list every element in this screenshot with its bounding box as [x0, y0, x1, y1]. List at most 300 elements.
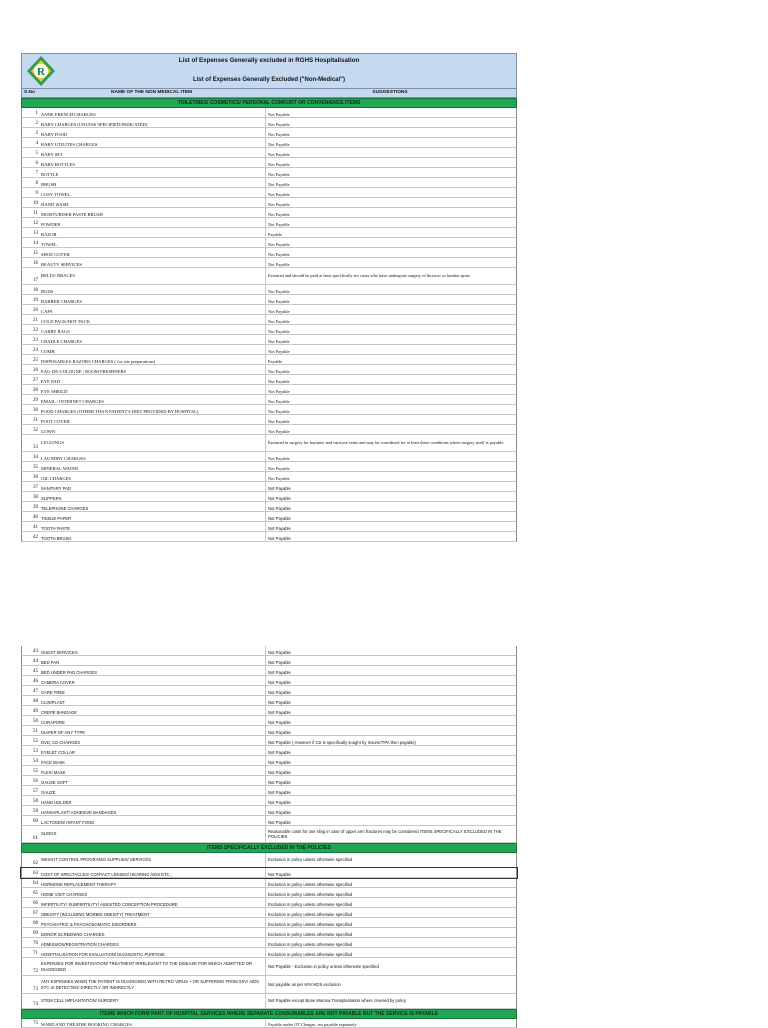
table-row — [21, 656, 517, 666]
table-row — [21, 345, 517, 355]
row-item: BABY FOOD — [40, 128, 266, 137]
row-item: CARRY BAGS — [40, 325, 266, 334]
row-suggestion: Not Payable — [268, 475, 290, 481]
table-row — [21, 938, 517, 948]
row-item: BARBER CHARGES — [40, 295, 266, 304]
row-item: BABY SET — [40, 148, 266, 157]
table-row — [21, 928, 517, 938]
table-row — [21, 415, 517, 425]
row-number: 15 — [33, 251, 38, 256]
row-suggestion: Not Payable — [268, 368, 290, 374]
row-item: EYELET COLLAR — [40, 746, 266, 755]
table-row — [21, 335, 517, 345]
row-number: 38 — [33, 495, 38, 500]
table-row — [21, 158, 517, 168]
row-number: 18 — [33, 288, 38, 293]
row-suggestion: Not Payable — [268, 709, 291, 715]
row-number: 50 — [33, 719, 38, 724]
row-item: BABY BOTTLES — [40, 158, 266, 167]
row-suggestion: Not Payable — [268, 505, 291, 511]
row-suggestion: Not Payable — [268, 151, 290, 157]
row-item: HORMONE REPLACEMENT THERAPY — [40, 878, 266, 887]
row-number: 58 — [33, 799, 38, 804]
title-banner — [21, 53, 517, 89]
row-suggestion: Not Payable — [268, 699, 291, 705]
row-suggestion: Not Payable — [268, 318, 290, 324]
row-number: 69 — [33, 931, 38, 936]
row-number: 63 — [33, 871, 38, 876]
row-suggestion: Not Payable — [268, 111, 290, 117]
row-suggestion: Not Payable — [268, 428, 290, 434]
table-row — [21, 118, 517, 128]
table-row — [21, 853, 517, 868]
row-suggestion: Payable — [268, 358, 282, 364]
row-item: TOWEL — [40, 238, 266, 247]
row-item: FLEXI MASK — [40, 766, 266, 775]
row-suggestion: Exclusion in policy unless otherwise specified — [268, 921, 353, 927]
row-suggestion: Not Payable — [268, 161, 290, 167]
row-suggestion: Not Payable — [268, 378, 290, 384]
table-row — [21, 462, 517, 472]
row-item: SLINGS — [40, 826, 266, 842]
row-suggestion: Not Payable — [268, 121, 290, 127]
table-row — [21, 472, 517, 482]
table-row — [21, 726, 517, 736]
row-number: 71 — [33, 951, 38, 956]
row-suggestion: Not Payable — [268, 191, 290, 197]
row-item: EAU-DE-COLOGNE / ROOM FRESHNERS — [40, 365, 266, 374]
row-suggestion: Not Payable — [268, 679, 291, 685]
table-row — [21, 766, 517, 776]
row-number: 43 — [33, 649, 38, 654]
row-suggestion: Exclusion in policy unless otherwise specified — [268, 891, 353, 897]
table-row — [21, 898, 517, 908]
row-item: COMB — [40, 345, 266, 354]
row-suggestion: Not Payable — [268, 689, 291, 695]
table-row — [21, 385, 517, 395]
row-number: 3 — [35, 131, 38, 136]
row-number: 60 — [33, 819, 38, 824]
row-number: 72 — [33, 969, 38, 974]
row-item: EYE PAD — [40, 375, 266, 384]
row-suggestion: Not Payable — [268, 141, 290, 147]
row-number: 31 — [33, 418, 38, 423]
row-number: 35 — [33, 465, 38, 470]
row-number: 33 — [33, 445, 38, 450]
row-number: 59 — [33, 809, 38, 814]
row-item: WARD AND THEATRE BOOKING CHARGES — [40, 1019, 266, 1027]
row-item: DIAPER OF ANY TYPE — [40, 726, 266, 735]
row-item: GOWN — [40, 425, 266, 434]
table-row — [21, 776, 517, 786]
row-item: BED PAN — [40, 656, 266, 665]
row-item: BOTTLE — [40, 168, 266, 177]
table-row — [21, 482, 517, 492]
table-row — [21, 425, 517, 435]
header-item: NAME OF THE NON MEDICAL ITEM — [111, 90, 192, 95]
table-row — [21, 868, 517, 878]
table-row — [21, 138, 517, 148]
row-number: 41 — [33, 525, 38, 530]
table-row — [21, 395, 517, 405]
row-item: LACTOGEN/ INFANT FOOD — [40, 816, 266, 825]
row-item: CARE FREE — [40, 686, 266, 695]
table-row — [21, 994, 517, 1009]
row-item: GAUSE SOFT — [40, 776, 266, 785]
table-row — [21, 188, 517, 198]
row-number: 48 — [33, 699, 38, 704]
table-row — [21, 756, 517, 766]
row-item: GAUZE — [40, 786, 266, 795]
table-row — [21, 405, 517, 415]
table-row — [21, 878, 517, 888]
row-item: SHOE COVER — [40, 248, 266, 257]
row-number: 11 — [33, 211, 38, 216]
row-suggestion: Not Payable — [268, 659, 291, 665]
row-number: 49 — [33, 709, 38, 714]
row-number: 53 — [33, 749, 38, 754]
row-number: 65 — [33, 891, 38, 896]
row-suggestion: Not Payable — [268, 308, 290, 314]
row-item: TOOTH BRUSH — [40, 532, 266, 541]
table-row — [21, 248, 517, 258]
table-body-2b — [21, 853, 517, 1009]
row-suggestion: Not Payable — [268, 649, 291, 655]
table-body-2a — [21, 646, 517, 843]
row-item: TELEPHONE CHARGES — [40, 502, 266, 511]
row-number: 8 — [35, 181, 38, 186]
row-number: 1 — [35, 111, 38, 116]
row-item: CREPE BANDAGE — [40, 706, 266, 715]
table-row — [21, 976, 517, 994]
row-item: CAMERA COVER — [40, 676, 266, 685]
row-number: 70 — [33, 941, 38, 946]
section-header-excluded: ITEMS SPECIFICALLY EXCLUDED IN THE POLICIES — [21, 843, 517, 853]
table-row — [21, 295, 517, 305]
row-suggestion: Not Payable — [268, 455, 290, 461]
row-item: BABY CHARGES (UNLESS SPECIFIED/INDICATED) — [40, 118, 266, 127]
row-number: 54 — [33, 759, 38, 764]
row-suggestion: Not Payable — [268, 669, 291, 675]
table-row — [21, 228, 517, 238]
row-suggestion: Not payable as per HIV/AIDS exclusion — [268, 981, 341, 987]
table-row — [21, 178, 517, 188]
row-suggestion: Exclusion in policy unless otherwise specified — [268, 901, 353, 907]
row-suggestion: Not Payable — [268, 181, 290, 187]
row-suggestion: Not Payable — [268, 221, 290, 227]
row-number: 26 — [33, 368, 38, 373]
row-number: 4 — [35, 141, 38, 146]
row-suggestion: Essential and should be paid at least specifically for cases who have undergone surgery of thoracic or lumbar spine. — [268, 273, 471, 279]
row-suggestion: Exclusion in policy unless otherwise specified — [268, 941, 353, 947]
row-suggestion: Not Payable — [268, 495, 291, 501]
table-row — [21, 325, 517, 335]
row-suggestion: Not Payable except Bone Marrow Transplantation where covered by policy — [268, 998, 407, 1004]
table-row — [21, 806, 517, 816]
table-row — [21, 435, 517, 452]
row-item: OIL CHARGES — [40, 472, 266, 481]
row-item: BABY UTILITES CHARGES — [40, 138, 266, 147]
row-number: 73 — [33, 987, 38, 992]
row-number: 20 — [33, 308, 38, 313]
table-row — [21, 666, 517, 676]
table-row — [21, 375, 517, 385]
row-item: HANSAPLAST/ ADHESIVE BANDAGES — [40, 806, 266, 815]
row-item: HAND WASH — [40, 198, 266, 207]
row-item: CRADLE CHARGES — [40, 335, 266, 344]
header-sno: S.No — [24, 90, 35, 95]
row-suggestion: Not Payable — [268, 418, 290, 424]
row-item: EXPENSES FOR INVESTIGATION/ TREATMENT IRRELEVANT TO THE DISEASE FOR WHICH ADMITTED OR DIAGNOSED — [40, 958, 266, 975]
table-row — [21, 948, 517, 958]
table-row — [21, 315, 517, 325]
row-suggestion: Not Payable — [268, 515, 291, 521]
row-item: BED UNDER PAD CHARGES — [40, 666, 266, 675]
table-row — [21, 108, 517, 118]
row-number: 22 — [33, 328, 38, 333]
row-number: 28 — [33, 388, 38, 393]
row-suggestion: Exclusion in policy unless otherwise specified — [268, 911, 353, 917]
table-row — [21, 716, 517, 726]
row-number: 45 — [33, 669, 38, 674]
table-row — [21, 365, 517, 375]
row-suggestion: Not Payable — [268, 871, 291, 877]
row-suggestion: Exclusion in policy unless otherwise specified — [268, 857, 353, 863]
row-number: 46 — [33, 679, 38, 684]
table-row — [21, 208, 517, 218]
row-item: POWDER — [40, 218, 266, 227]
row-number: 9 — [35, 191, 38, 196]
row-number: 21 — [33, 318, 38, 323]
row-suggestion: Not Payable — [268, 251, 290, 257]
row-suggestion: Not Payable — [268, 769, 291, 775]
row-number: 29 — [33, 398, 38, 403]
svg-text:R: R — [37, 66, 45, 78]
table-row — [21, 258, 517, 268]
row-item: BELTS/ BRACES — [40, 268, 266, 284]
row-number: 37 — [33, 485, 38, 490]
table-row — [21, 706, 517, 716]
row-suggestion: Essential in surgery for bariatric and varicose veins and may be considered for at least these conditions where surgery itself is payable. — [268, 440, 505, 446]
row-number: 34 — [33, 455, 38, 460]
row-suggestion: Not Payable — [268, 338, 290, 344]
row-suggestion: Not Payable — [268, 789, 291, 795]
row-suggestion: Exclusion in policy unless otherwise specified — [268, 881, 353, 887]
row-number: 51 — [33, 729, 38, 734]
row-number: 32 — [33, 428, 38, 433]
row-suggestion: Not Payable - Exclusion in policy unless otherwise specified — [268, 963, 379, 969]
row-item: LAUNDRY CHARGES — [40, 452, 266, 461]
row-number: 5 — [35, 151, 38, 156]
row-item: EMAIL / INTERNET CHARGES — [40, 395, 266, 404]
row-item: HOSPITALISATION FOR EVALUATION/ DIAGNOSTIC PURPOSE — [40, 948, 266, 957]
table-row — [21, 502, 517, 512]
row-number: 44 — [33, 659, 38, 664]
row-suggestion: Exclusion in policy unless otherwise specified — [268, 931, 353, 937]
row-number: 66 — [33, 901, 38, 906]
row-suggestion: Not Payable — [268, 171, 290, 177]
table-row — [21, 918, 517, 928]
row-suggestion: Not Payable — [268, 759, 291, 765]
row-number: 61 — [33, 836, 38, 841]
row-item: TOOTH PASTE — [40, 522, 266, 531]
row-number: 30 — [33, 408, 38, 413]
row-item: FACE MASK — [40, 756, 266, 765]
row-item: ANY EXPENSES WHEN THE PATIENT IS DIAGNOSED WITH RETRO VIRUS + OR SUFFERING FROM /HIV/ AIDS ETC IS DETECTED/ DIRECTLY OR INDIRECTLY — [40, 976, 266, 993]
table-row — [21, 908, 517, 918]
table-row — [21, 816, 517, 826]
row-item: CAPS — [40, 305, 266, 314]
row-item: DONOR SCREENING CHARGES — [40, 928, 266, 937]
row-item: CURAPORE — [40, 716, 266, 725]
row-item: OBESITY (INCLUDING MORBID OBESITY) TREATMENT — [40, 908, 266, 917]
table-row — [21, 512, 517, 522]
row-suggestion: Not Payable — [268, 261, 290, 267]
row-number: 14 — [33, 241, 38, 246]
row-item: FOOT COVER — [40, 415, 266, 424]
page-subtitle: List of Expenses Generally Excluded ("Non-Medical") — [192, 77, 346, 83]
table-row — [21, 522, 517, 532]
row-item: HAND HOLDER — [40, 796, 266, 805]
row-number: 52 — [33, 739, 38, 744]
row-item: CLINIPLAST — [40, 696, 266, 705]
row-item: BRUSH — [40, 178, 266, 187]
table-row — [21, 128, 517, 138]
row-item: RAZOR — [40, 228, 266, 237]
table-row — [21, 826, 517, 843]
table-row — [21, 218, 517, 228]
row-suggestion: Not Payable — [268, 398, 290, 404]
row-number: 55 — [33, 769, 38, 774]
row-suggestion: Not Payable — [268, 288, 290, 294]
table-row — [21, 786, 517, 796]
table-row — [21, 305, 517, 315]
header-suggestion: SUGGESTIONS — [372, 90, 408, 95]
row-suggestion: Not Payable — [268, 485, 291, 491]
row-suggestion: Not Payable — [268, 328, 290, 334]
row-suggestion: Not Payable — [268, 729, 291, 735]
row-suggestion: Not Payable — [268, 348, 290, 354]
table-row — [21, 888, 517, 898]
row-number: 40 — [33, 515, 38, 520]
row-number: 39 — [33, 505, 38, 510]
row-number: 36 — [33, 475, 38, 480]
row-suggestion: Not Payable — [268, 525, 291, 531]
row-number: 6 — [35, 161, 38, 166]
row-number: 67 — [33, 911, 38, 916]
table-row — [21, 268, 517, 285]
row-suggestion: Not Payable — [268, 211, 290, 217]
row-item: COSY TOWEL — [40, 188, 266, 197]
section-header-toiletries: TOILETRIES/ COSMETICS/ PERSONAL COMFORT OR CONVENIENCE ITEMS — [21, 98, 517, 108]
row-item: SANITARY PAD — [40, 482, 266, 491]
row-suggestion: Not Payable ( However if CD is specifically sought by Insurer/TPA then payable) — [268, 739, 416, 745]
sheet-page-2 — [21, 646, 517, 1028]
row-number: 68 — [33, 921, 38, 926]
table-row — [21, 736, 517, 746]
row-suggestion: Payable — [268, 231, 282, 237]
table-row — [21, 676, 517, 686]
table-row — [21, 646, 517, 656]
table-row — [21, 958, 517, 976]
row-item: TISSUE PAPER — [40, 512, 266, 521]
row-number: 42 — [33, 535, 38, 540]
row-suggestion: Exclusion in policy unless otherwise specified — [268, 951, 353, 957]
table-row — [21, 696, 517, 706]
row-number: 13 — [33, 231, 38, 236]
table-row — [21, 532, 517, 542]
row-item: SLIPPERS — [40, 492, 266, 501]
row-suggestion: Not Payable — [268, 298, 290, 304]
row-number: 10 — [33, 201, 38, 206]
row-number: 2 — [35, 121, 38, 126]
row-item: WEIGHT CONTROL PROGRAMS/ SUPPLIES/ SERVICES — [40, 853, 266, 867]
row-suggestion: Not Payable — [268, 819, 291, 825]
row-number: 56 — [33, 779, 38, 784]
row-suggestion: Not Payable — [268, 779, 291, 785]
table-row — [21, 796, 517, 806]
row-suggestion: Not Payable — [268, 241, 290, 247]
section-header-hospital-services: ITEMS WHICH FORM PART OF HOSPITAL SERVICES WHERE SEPARATE CONSUMABLES ARE NOT PAYABLE BUT THE SERVICE IS PAYABLE — [21, 1009, 517, 1019]
table-body-1 — [21, 108, 517, 542]
row-item: BEAUTY SERVICES — [40, 258, 266, 267]
row-suggestion: Not Payable — [268, 809, 291, 815]
row-item: MOISTURISER PASTE BRUSH — [40, 208, 266, 217]
row-item: LEGGINGS — [40, 435, 266, 451]
table-row — [21, 168, 517, 178]
table-row — [21, 238, 517, 248]
row-suggestion: Not Payable — [268, 719, 291, 725]
row-number: 24 — [33, 348, 38, 353]
row-suggestion: Not Payable — [268, 131, 290, 137]
row-item: GUEST SERVICES — [40, 646, 266, 655]
row-number: 23 — [33, 338, 38, 343]
table-row — [21, 686, 517, 696]
row-number: 25 — [33, 358, 38, 363]
row-suggestion: Not Payable — [268, 465, 290, 471]
row-item: COLD PACK/HOT PACK — [40, 315, 266, 324]
row-number: 47 — [33, 689, 38, 694]
row-item: INFERTILITY/ SUBFERTILITY/ ASSISTED CONCEPTION PROCEDURE — [40, 898, 266, 907]
row-item: EYE SHEILD — [40, 385, 266, 394]
table-row — [21, 285, 517, 295]
table-row — [21, 452, 517, 462]
table-row — [21, 198, 517, 208]
row-suggestion: Not Payable — [268, 799, 291, 805]
row-item: COST OF SPECTACLES/ CONTACT LENSES/ HEARING AIDS ETC., — [40, 868, 266, 877]
row-item: FOOD CHARGES (OTHER THAN PATIENT'S DIET PROVIDED BY HOSPITAL) — [40, 405, 266, 414]
table-header — [21, 89, 517, 98]
row-item: ADMISSION/REGISTRATION CHARGES — [40, 938, 266, 947]
row-number: 19 — [33, 298, 38, 303]
row-suggestion: Not Payable — [268, 388, 290, 394]
row-suggestion: Reasonable costs for one sling in case of upper arm fractures may be considered ITEMS SPECIFICALLY EXCLUDED IN THE POLICIES — [268, 828, 502, 839]
row-number: 64 — [33, 881, 38, 886]
row-suggestion: Payable under OT Charges, not payable separately — [268, 1021, 357, 1027]
table-row — [21, 355, 517, 365]
row-number: 12 — [33, 221, 38, 226]
table-row — [21, 148, 517, 158]
table-row — [21, 746, 517, 756]
row-number: 27 — [33, 378, 38, 383]
row-item: DVD, CD CHARGES — [40, 736, 266, 745]
row-suggestion: Not Payable — [268, 749, 291, 755]
row-item: HOME VISIT CHARGES — [40, 888, 266, 897]
row-item: STEM CELL IMPLANTATION/ SURGERY — [40, 994, 266, 1008]
row-item: MINERAL WATER — [40, 462, 266, 471]
row-number: 16 — [33, 261, 38, 266]
row-suggestion: Not Payable — [268, 201, 290, 207]
